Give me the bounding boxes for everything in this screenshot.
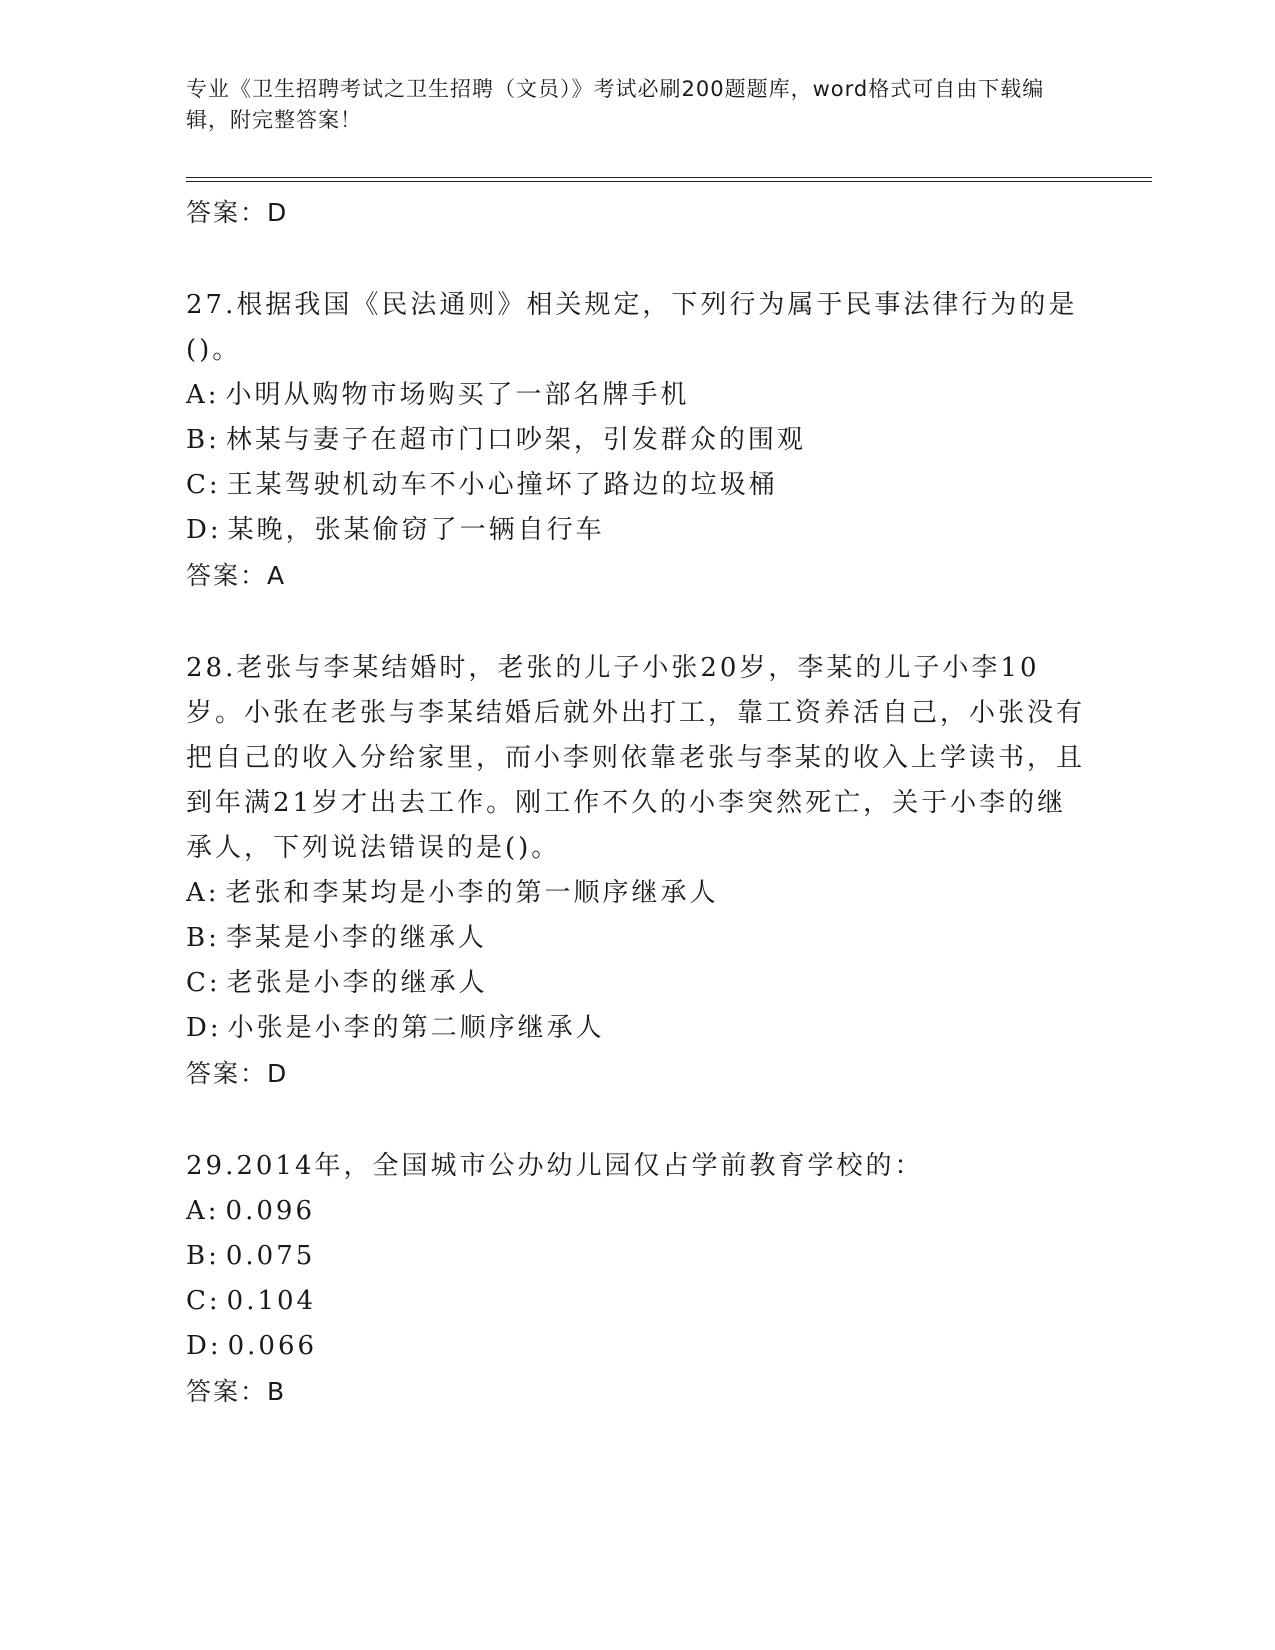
answer-26: 答案：D [186,198,289,227]
option-key: A: [186,380,220,410]
header-rule-top [186,177,1152,178]
spacer [186,235,1086,283]
question-text: 27.根据我国《民法通则》相关规定，下列行为属于民事法律行为的是()。 [186,290,1078,365]
answer-28: 答案：D [186,1059,289,1088]
option-text: 李某是小李的继承人 [225,923,487,953]
answer-27: 答案：A [186,561,287,590]
option-text: 老张是小李的继承人 [226,968,488,998]
option-key: C: [186,968,221,998]
header-rule-bottom [186,181,1152,182]
option-a [186,1189,1086,1234]
option-a [186,871,1086,916]
option-d [186,508,1086,553]
question-28 [186,646,1086,1096]
option-text: 0.096 [225,1196,315,1226]
option-b [186,418,1086,463]
option-key: B: [186,425,220,455]
option-text: 林某与妻子在超市门口吵架，引发群众的围观 [225,425,806,455]
option-a [186,373,1086,418]
document-body [186,190,1086,1414]
answer-29: 答案：B [186,1377,287,1406]
question-text: 28.老张与李某结婚时，老张的儿子小张20岁，李某的儿子小李10岁。小张在老张与李某结婚后就外出打工，靠工资养活自己，小张没有把自己的收入分给家里，而小李则依靠老张与李某的收入上学读书，且到年满21岁才出去工作。刚工作不久的小李突然死亡，关于小李的继承人，下列说法错误的是()。 [186,653,1086,863]
option-text: 0.075 [225,1241,316,1271]
option-key: A: [186,1196,220,1226]
option-text: 小明从购物市场购买了一部名牌手机 [225,380,690,410]
option-c [186,961,1086,1006]
option-key: C: [186,1286,221,1316]
option-text: 某晚，张某偷窃了一辆自行车 [227,515,605,545]
option-key: A: [186,878,220,908]
option-d [186,1324,1086,1369]
option-key: D: [186,1013,222,1043]
spacer [186,598,1086,646]
option-b [186,1234,1086,1279]
option-text: 0.066 [227,1331,318,1361]
option-text: 0.104 [226,1286,317,1316]
option-key: C: [186,470,221,500]
option-d [186,1006,1086,1051]
option-text: 王某驾驶机动车不小心撞坏了路边的垃圾桶 [226,470,778,500]
option-key: B: [186,923,220,953]
question-text: 29.2014年，全国城市公办幼儿园仅占学前教育学校的： [186,1151,924,1181]
spacer [186,1096,1086,1144]
question-27 [186,283,1086,598]
question-29 [186,1144,1086,1414]
option-c [186,463,1086,508]
option-key: D: [186,1331,222,1361]
option-c [186,1279,1086,1324]
option-b [186,916,1086,961]
option-key: D: [186,515,222,545]
document-header: 专业《卫生招聘考试之卫生招聘（文员）》考试必刷200题题库，word格式可自由下载编辑，附完整答案！ [186,77,1045,132]
option-key: B: [186,1241,220,1271]
option-text: 小张是小李的第二顺序继承人 [227,1013,605,1043]
option-text: 老张和李某均是小李的第一顺序继承人 [225,878,719,908]
